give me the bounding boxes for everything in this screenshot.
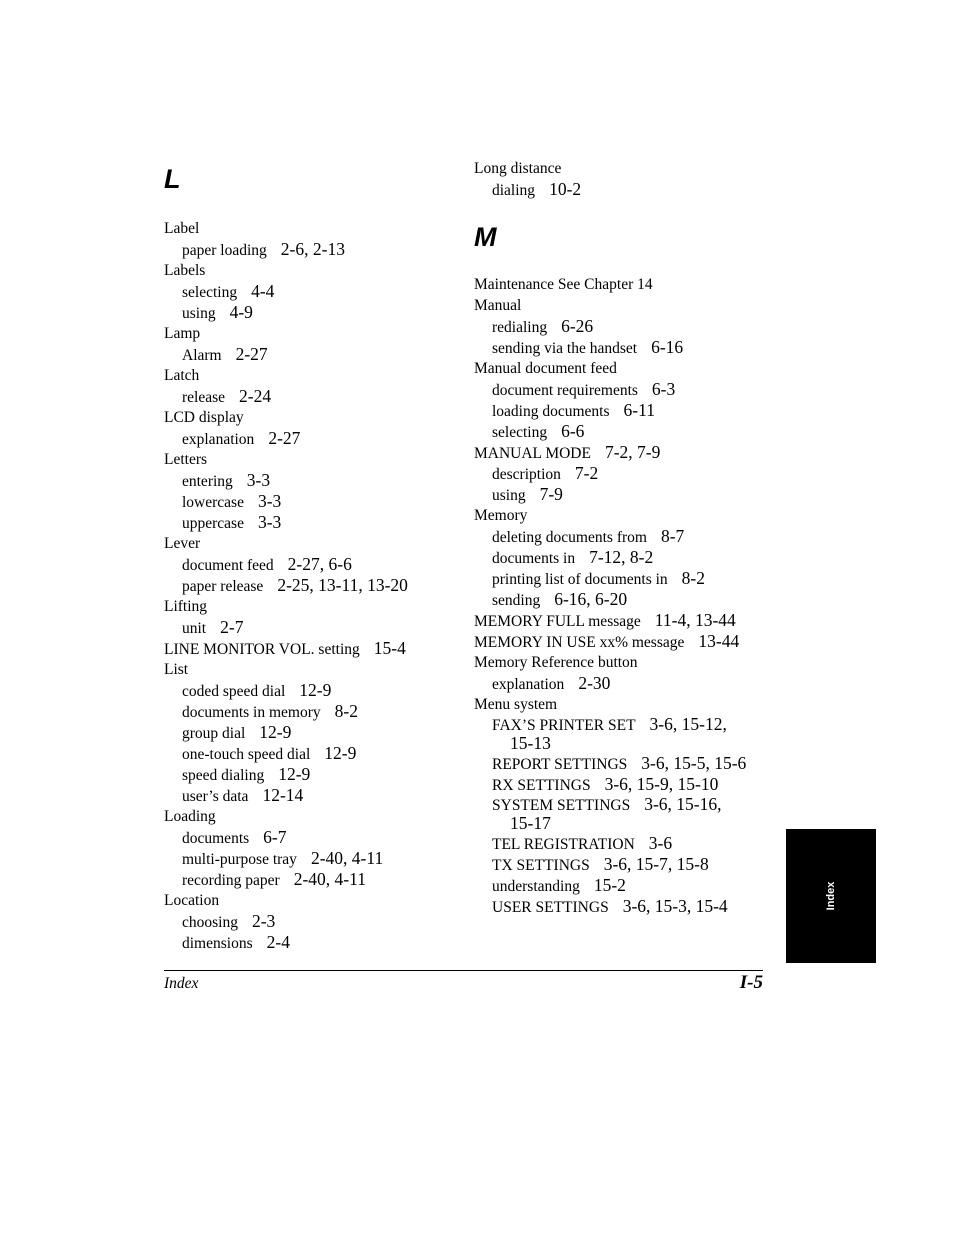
- footer-rule: [164, 970, 763, 971]
- entry-term: RX SETTINGS: [492, 777, 591, 794]
- index-subentry: [164, 701, 454, 722]
- entry-term: document feed: [182, 557, 274, 574]
- index-subentry: [474, 568, 774, 589]
- entry-term: printing list of documents in: [492, 571, 668, 588]
- index-column-right: [474, 158, 774, 917]
- index-subentry: [474, 179, 774, 200]
- index-subentry: [474, 526, 774, 547]
- index-entry: [474, 442, 774, 463]
- entry-term: Label: [164, 220, 200, 237]
- index-entry: [474, 295, 774, 316]
- entry-page-refs: 6-11: [623, 400, 655, 420]
- index-subentry: [164, 617, 454, 638]
- entry-term: Maintenance See Chapter 14: [474, 276, 653, 293]
- entry-term: sending: [492, 592, 541, 609]
- entry-page-refs: 2-6, 2-13: [280, 239, 345, 259]
- index-subentry: [474, 379, 774, 400]
- entry-term: Memory: [474, 507, 528, 524]
- entry-term: Long distance: [474, 160, 562, 177]
- entry-page-refs: 3-6: [648, 833, 673, 853]
- entry-term: documents in memory: [182, 704, 321, 721]
- section-letter-l: L: [164, 164, 181, 194]
- index-entry: [164, 260, 454, 281]
- index-subentry: [474, 484, 774, 505]
- index-subentry: [164, 470, 454, 491]
- entry-page-refs: 12-9: [324, 743, 357, 763]
- index-subentry: [474, 337, 774, 358]
- entry-page-refs: 2-24: [239, 386, 272, 406]
- index-subentry: [164, 491, 454, 512]
- entry-term: Location: [164, 892, 220, 909]
- index-subentry: [164, 554, 454, 575]
- index-entry: [164, 323, 454, 344]
- entry-page-refs: 15-2: [593, 875, 626, 895]
- index-entry: [164, 596, 454, 617]
- entry-page-refs: 3-3: [257, 512, 282, 532]
- entry-term: sending via the handset: [492, 340, 638, 357]
- entry-term: document requirements: [492, 382, 638, 399]
- index-entry: [474, 652, 774, 673]
- index-entry: [164, 890, 454, 911]
- entry-page-refs: 12-14: [262, 785, 304, 805]
- entry-term: dialing: [492, 182, 536, 199]
- entry-page-refs: 11-4, 13-44: [654, 610, 736, 630]
- index-subentry: [164, 575, 454, 596]
- entry-term: FAX’S PRINTER SET: [492, 717, 636, 734]
- right-pre-entries: [474, 158, 774, 200]
- entry-term: selecting: [182, 284, 238, 301]
- index-subentry: [164, 344, 454, 365]
- entry-page-refs-continued: [474, 814, 774, 833]
- entry-page-refs: 3-6, 15-3, 15-4: [622, 896, 728, 916]
- entry-term: SYSTEM SETTINGS: [492, 797, 631, 814]
- entry-term: documents: [182, 830, 250, 847]
- entry-term: lowercase: [182, 494, 244, 511]
- index-subentry: [474, 896, 774, 917]
- index-subentry: [164, 848, 454, 869]
- entry-page-refs: 6-7: [263, 827, 287, 847]
- index-subentry: [164, 785, 454, 806]
- footer-section-label: Index: [164, 975, 199, 992]
- entry-term: description: [492, 466, 561, 483]
- index-entry: [164, 218, 454, 239]
- index-subentry: [474, 715, 774, 734]
- entry-page-refs: 8-2: [334, 701, 358, 721]
- thumb-tab-label: Index: [825, 881, 837, 911]
- entry-page-refs: 13-44: [698, 631, 740, 651]
- index-subentry: [164, 239, 454, 260]
- index-entry: [164, 365, 454, 386]
- index-subentry: [164, 680, 454, 701]
- entry-term: user’s data: [182, 788, 249, 805]
- entry-page-refs: 3-6, 15-5, 15-6: [641, 753, 747, 773]
- entry-term: Manual document feed: [474, 360, 617, 377]
- entry-page-refs: 10-2: [549, 179, 582, 199]
- index-entry: [164, 407, 454, 428]
- entry-page-refs: 2-3: [251, 911, 276, 931]
- entry-term: USER SETTINGS: [492, 899, 609, 916]
- entry-term: coded speed dial: [182, 683, 286, 700]
- entry-term: Menu system: [474, 696, 558, 713]
- entry-term: choosing: [182, 914, 238, 931]
- entry-page-refs: 7-2, 7-9: [604, 442, 661, 462]
- entry-page-refs: 7-2: [574, 463, 599, 483]
- index-entry: [164, 449, 454, 470]
- entry-term: multi-purpose tray: [182, 851, 297, 868]
- entry-term: documents in: [492, 550, 576, 567]
- entry-term: explanation: [492, 676, 565, 693]
- entry-page-refs: 6-16, 6-20: [554, 589, 628, 609]
- index-subentry: [474, 774, 774, 795]
- index-entry: [474, 631, 774, 652]
- entry-page-refs: 2-7: [220, 617, 244, 637]
- entry-page-refs: 2-27, 6-6: [287, 554, 352, 574]
- index-subentry: [474, 854, 774, 875]
- entry-page-refs: 2-25, 13-11, 13-20: [277, 575, 408, 595]
- entry-page-refs: 3-6, 15-9, 15-10: [604, 774, 719, 794]
- entry-term: Labels: [164, 262, 206, 279]
- index-subentry: [474, 753, 774, 774]
- index-subentry: [474, 316, 774, 337]
- entry-term: one-touch speed dial: [182, 746, 311, 763]
- entry-term: TEL REGISTRATION: [492, 836, 635, 853]
- index-subentry: [474, 673, 774, 694]
- entry-page-refs: 15-4: [373, 638, 406, 658]
- entry-term: Alarm: [182, 347, 222, 364]
- entry-page-refs: 15-17: [510, 813, 551, 833]
- entry-term: Letters: [164, 451, 208, 468]
- index-subentry: [164, 722, 454, 743]
- entry-term: Lifting: [164, 598, 208, 615]
- entry-term: paper loading: [182, 242, 267, 259]
- index-entry: [164, 533, 454, 554]
- entry-page-refs: 6-6: [561, 421, 585, 441]
- entry-term: dimensions: [182, 935, 253, 952]
- entry-term: release: [182, 389, 226, 406]
- entry-page-refs: 6-26: [561, 316, 594, 336]
- index-subentry: [474, 463, 774, 484]
- index-subentry: [164, 911, 454, 932]
- entry-term: group dial: [182, 725, 246, 742]
- entry-page-refs: 12-9: [299, 680, 332, 700]
- index-subentry: [164, 764, 454, 785]
- entry-term: Manual: [474, 297, 522, 314]
- index-subentry: [164, 932, 454, 953]
- index-subentry: [164, 386, 454, 407]
- entry-term: MEMORY IN USE xx% message: [474, 634, 685, 651]
- entry-term: REPORT SETTINGS: [492, 756, 628, 773]
- entry-term: Loading: [164, 808, 216, 825]
- index-thumb-tab: [786, 829, 876, 963]
- entry-page-refs: 3-3: [257, 491, 282, 511]
- index-column-left: [164, 158, 454, 953]
- section-letter-m: M: [474, 222, 497, 252]
- entry-page-refs: 2-4: [266, 932, 290, 952]
- entry-term: List: [164, 661, 189, 678]
- index-subentry: [474, 875, 774, 896]
- entry-term: recording paper: [182, 872, 280, 889]
- index-subentry: [164, 302, 454, 323]
- entry-term: Memory Reference button: [474, 654, 638, 671]
- entry-term: TX SETTINGS: [492, 857, 590, 874]
- entry-term: entering: [182, 473, 233, 490]
- entry-page-refs: 8-7: [660, 526, 685, 546]
- entry-term: loading documents: [492, 403, 610, 420]
- entry-page-refs: 3-6, 15-12,: [649, 714, 727, 734]
- index-subentry: [474, 795, 774, 814]
- entry-page-refs: 6-3: [651, 379, 676, 399]
- index-entry: [474, 694, 774, 715]
- entry-term: redialing: [492, 319, 548, 336]
- entry-page-refs: 15-13: [510, 733, 551, 753]
- entry-page-refs: 12-9: [259, 722, 292, 742]
- entry-term: MANUAL MODE: [474, 445, 591, 462]
- entry-page-refs: 12-9: [278, 764, 311, 784]
- entry-term: paper release: [182, 578, 264, 595]
- entry-term: understanding: [492, 878, 580, 895]
- entry-term: speed dialing: [182, 767, 265, 784]
- entry-page-refs: 6-16: [651, 337, 684, 357]
- entry-page-refs: 3-6, 15-7, 15-8: [603, 854, 709, 874]
- entry-page-refs: 7-12, 8-2: [589, 547, 654, 567]
- index-subentry: [164, 512, 454, 533]
- index-subentry: [474, 421, 774, 442]
- entry-term: LCD display: [164, 409, 244, 426]
- entry-page-refs: 2-30: [578, 673, 611, 693]
- entry-term: MEMORY FULL message: [474, 613, 641, 630]
- index-entry: [164, 659, 454, 680]
- index-subentry: [164, 281, 454, 302]
- entry-page-refs: 2-40, 4-11: [310, 848, 384, 868]
- index-entry: [164, 806, 454, 827]
- entry-page-refs: 4-4: [251, 281, 275, 301]
- entry-term: using: [492, 487, 526, 504]
- index-entry: [474, 358, 774, 379]
- right-entries: [474, 274, 774, 917]
- entry-term: using: [182, 305, 216, 322]
- footer-page-number: I-5: [739, 972, 763, 993]
- entry-term: LINE MONITOR VOL. setting: [164, 641, 360, 658]
- entry-page-refs: 7-9: [539, 484, 563, 504]
- index-subentry: [474, 400, 774, 421]
- entry-page-refs-continued: [474, 734, 774, 753]
- entry-term: Lever: [164, 535, 201, 552]
- index-entry: [164, 638, 454, 659]
- entry-term: explanation: [182, 431, 255, 448]
- index-subentry: [474, 547, 774, 568]
- index-subentry: [164, 743, 454, 764]
- index-subentry: [474, 833, 774, 854]
- entry-page-refs: 3-6, 15-16,: [644, 794, 722, 814]
- entry-page-refs: 3-3: [246, 470, 271, 490]
- entry-page-refs: 2-27: [268, 428, 301, 448]
- index-entry: [474, 610, 774, 631]
- index-subentry: [164, 827, 454, 848]
- index-entry: [474, 158, 774, 179]
- index-subentry: [474, 589, 774, 610]
- entry-term: Lamp: [164, 325, 201, 342]
- entry-page-refs: 4-9: [229, 302, 253, 322]
- entry-term: selecting: [492, 424, 548, 441]
- index-subentry: [164, 869, 454, 890]
- entry-term: Latch: [164, 367, 200, 384]
- entry-term: unit: [182, 620, 207, 637]
- entry-page-refs: 2-27: [235, 344, 268, 364]
- index-subentry: [164, 428, 454, 449]
- entry-page-refs: 2-40, 4-11: [293, 869, 366, 889]
- entry-term: deleting documents from: [492, 529, 647, 546]
- left-entries: [164, 218, 454, 953]
- index-entry: [474, 505, 774, 526]
- entry-page-refs: 8-2: [681, 568, 705, 588]
- entry-term: uppercase: [182, 515, 244, 532]
- index-entry: [474, 274, 774, 295]
